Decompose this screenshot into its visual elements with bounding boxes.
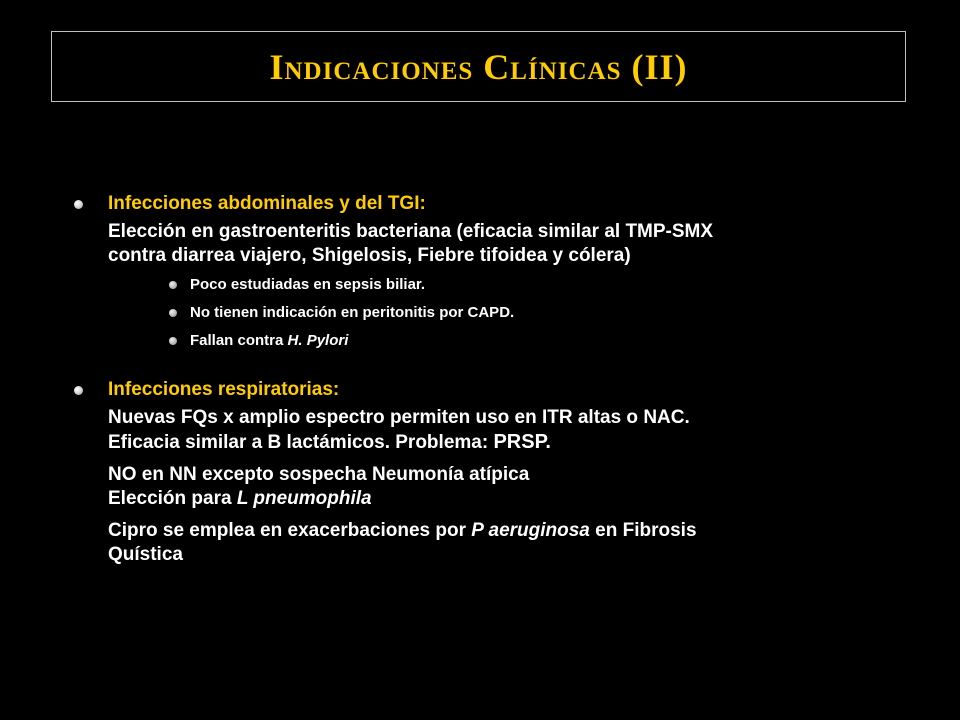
section-abdominal [72,192,912,350]
paragraph-line: Quística [108,544,183,565]
paragraph-line: Nuevas FQs x amplio espectro permiten uso en ITR altas o NAC. [108,407,690,428]
paragraph-line-text: Eficacia similar a B lactámicos. Problema: [108,432,494,453]
paragraph [72,220,912,268]
section-respiratory [72,378,912,567]
paragraph-line: contra diarrea viajero, Shigelosis, Fiebre tifoidea y cólera) [108,245,631,266]
sub-item [72,276,912,294]
section-heading [72,378,912,402]
slide-content [72,192,912,595]
sub-item-text: Poco estudiadas en sepsis biliar. [190,276,426,293]
paragraph [72,519,912,567]
bullet-icon [74,386,83,395]
sub-item-text: Fallan contra [190,332,288,349]
bullet-icon [169,337,177,345]
section-heading [72,192,912,216]
organism-name: H. Pylori [287,332,349,349]
slide-title: Indicaciones Clínicas (II) [269,46,688,87]
emphasis-text: PRSP. [493,431,551,453]
paragraph-line: NO en NN excepto sospecha Neumonía atípica [108,464,530,485]
bullet-icon [169,309,177,317]
paragraph-line-text: Cipro se emplea en exacerbaciones por [108,520,472,541]
sub-list [72,276,912,350]
title-box [51,31,906,102]
paragraph-line [108,487,912,511]
sub-item [72,332,912,350]
paragraph-line-text: en Fibrosis [589,520,697,541]
paragraph-line-text: Elección para [108,488,237,509]
organism-name: L pneumophila [236,488,372,509]
bullet-icon [169,281,177,289]
heading-text: Infecciones respiratorias: [108,379,340,400]
organism-name: P aeruginosa [471,520,590,541]
sub-item [72,304,912,322]
sub-item-text: No tienen indicación en peritonitis por CAPD. [190,304,515,321]
heading-text: Infecciones abdominales y del TGI: [108,193,426,214]
paragraph-line [108,519,912,543]
bullet-icon [74,200,83,209]
paragraph-line [108,430,912,455]
paragraph [72,406,912,455]
paragraph-line: Elección en gastroenteritis bacteriana (eficacia similar al TMP-SMX [108,221,714,242]
paragraph [72,463,912,511]
